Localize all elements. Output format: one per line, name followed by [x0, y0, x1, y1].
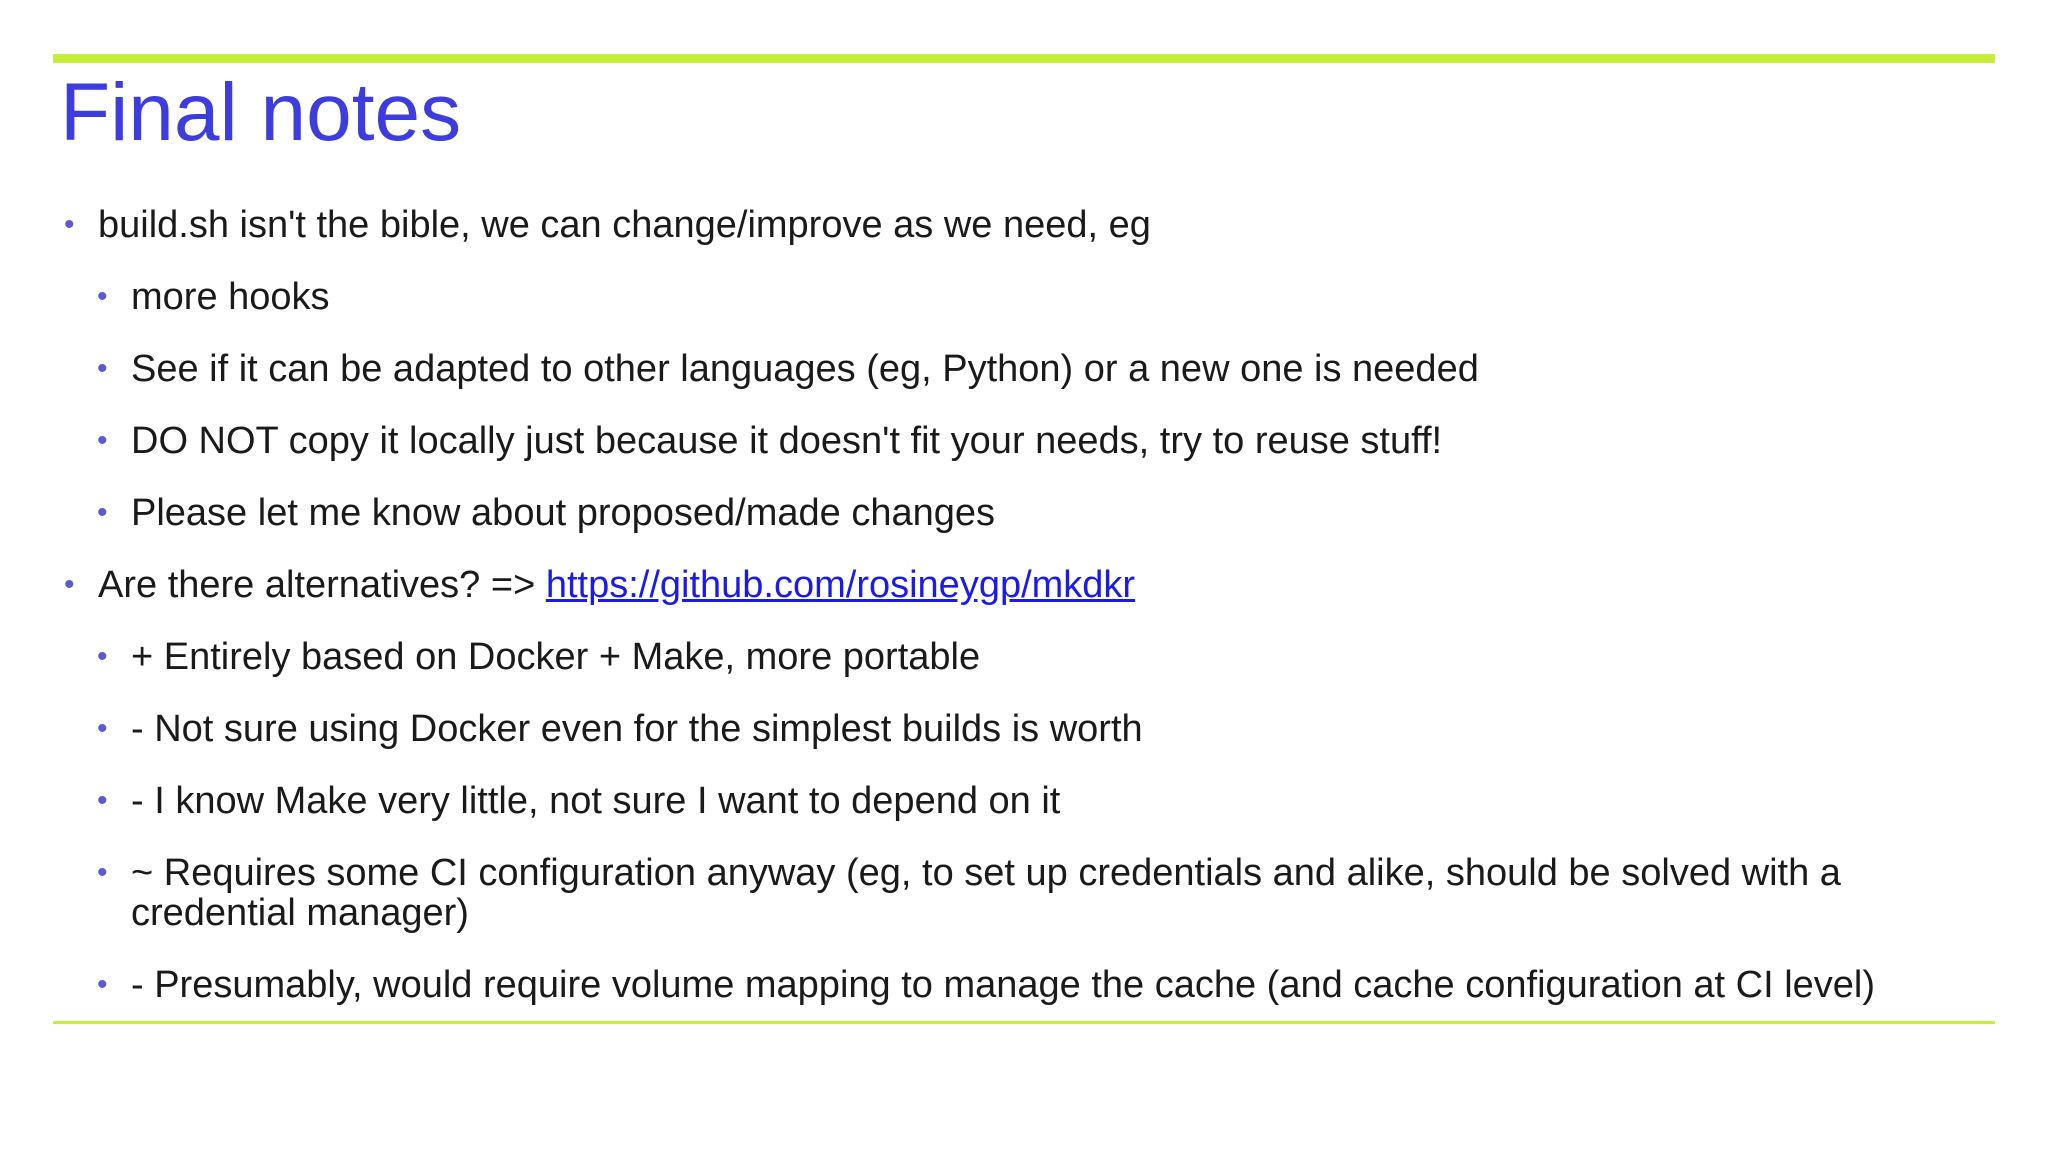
- bullet-dot-icon: •: [64, 568, 75, 601]
- list-item: [62, 853, 1992, 933]
- item-text: more hooks: [131, 276, 330, 318]
- item-text: - Presumably, would require volume mapping to manage the cache (and cache configuration at CI level): [131, 964, 1876, 1006]
- item-text: Please let me know about proposed/made changes: [131, 492, 995, 534]
- bottom-accent-rule: [53, 1021, 1995, 1024]
- item-text: + Entirely based on Docker + Make, more portable: [131, 636, 981, 678]
- list-item: [62, 349, 1992, 389]
- slide-title: Final notes: [60, 67, 462, 158]
- list-item: [62, 493, 1992, 533]
- list-item: [62, 277, 1992, 317]
- bullet-dot-icon: •: [97, 968, 108, 1001]
- list-item: [62, 565, 1992, 605]
- bullet-dot-icon: •: [97, 712, 108, 745]
- item-text: See if it can be adapted to other languages (eg, Python) or a new one is needed: [131, 348, 1479, 390]
- item-text: ~ Requires some CI configuration anyway (eg, to set up credentials and alike, should be solved with a credential manager): [131, 852, 1841, 934]
- list-item: [62, 421, 1992, 461]
- top-accent-rule: [53, 54, 1995, 63]
- bullet-list: [62, 205, 1992, 1037]
- bullet-dot-icon: •: [97, 280, 108, 313]
- bullet-dot-icon: •: [97, 424, 108, 457]
- bullet-dot-icon: •: [97, 352, 108, 385]
- list-item: [62, 709, 1992, 749]
- bullet-dot-icon: •: [97, 496, 108, 529]
- mkdkr-github-link[interactable]: https://github.com/rosineygp/mkdkr: [545, 564, 1136, 606]
- list-item: [62, 205, 1992, 245]
- item-text: Are there alternatives? =>: [98, 564, 546, 606]
- list-item: [62, 781, 1992, 821]
- item-text: - I know Make very little, not sure I want to depend on it: [131, 780, 1061, 822]
- list-item: [62, 637, 1992, 677]
- bullet-dot-icon: •: [97, 784, 108, 817]
- item-text: DO NOT copy it locally just because it doesn't fit your needs, try to reuse stuff!: [131, 420, 1443, 462]
- bullet-dot-icon: •: [64, 208, 75, 241]
- item-text: - Not sure using Docker even for the simplest builds is worth: [131, 708, 1143, 750]
- bullet-dot-icon: •: [97, 640, 108, 673]
- list-item: [62, 965, 1992, 1005]
- bullet-dot-icon: •: [97, 856, 108, 889]
- item-text: build.sh isn't the bible, we can change/improve as we need, eg: [98, 204, 1151, 246]
